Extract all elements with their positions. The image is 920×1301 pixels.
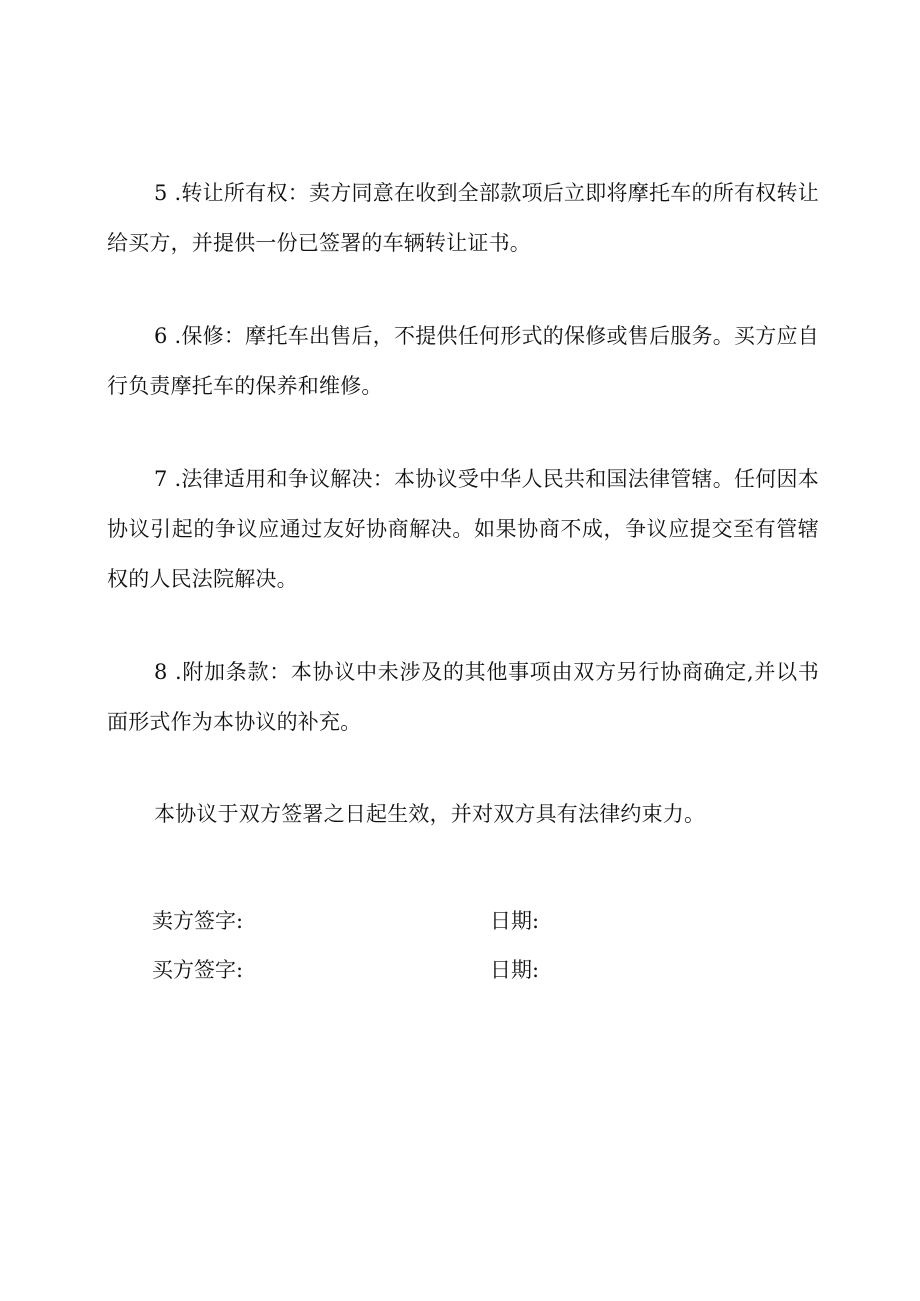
buyer-date-label: 日期: [490, 958, 540, 982]
buyer-signature-row [152, 950, 772, 990]
buyer-signature-label: 买方签字: [152, 958, 244, 982]
clause-5-transfer-ownership: 5 .转让所有权：卖方同意在收到全部款项后立即将摩托车的所有权转让给买方，并提供一份已签署的车辆转让证书。 [107, 181, 819, 255]
clause-6-warranty: 6 .保修：摩托车出售后，不提供任何形式的保修或售后服务。买方应自行负责摩托车的保养和维修。 [107, 324, 819, 398]
seller-date-label: 日期: [490, 909, 540, 933]
clause-7-governing-law: 7 .法律适用和争议解决：本协议受中华人民共和国法律管辖。任何因本协议引起的争议应通过友好协商解决。如果协商不成，争议应提交至有管辖权的人民法院解决。 [107, 467, 819, 591]
effective-statement: 本协议于双方签署之日起生效，并对双方具有法律约束力。 [154, 802, 706, 826]
clause-8-additional-terms: 8 .附加条款：本协议中未涉及的其他事项由双方另行协商确定,并以书面形式作为本协议的补充。 [107, 660, 819, 734]
seller-signature-row [152, 901, 772, 941]
seller-signature-label: 卖方签字: [152, 909, 244, 933]
